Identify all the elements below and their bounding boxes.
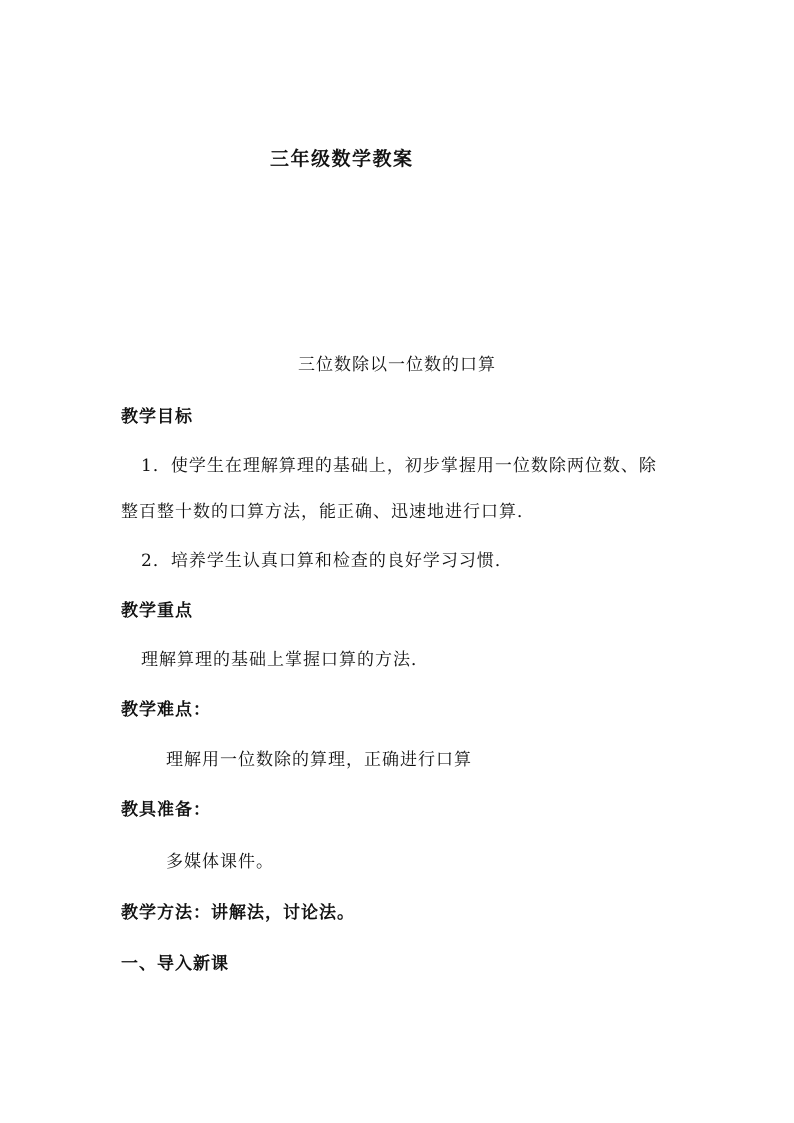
objective-1-line-1: 1．使学生在理解算理的基础上，初步掌握用一位数除两位数、除 <box>141 456 657 476</box>
lesson-title: 三位数除以一位数的口算 <box>298 355 496 375</box>
difficulties-heading: 教学难点： <box>121 700 211 720</box>
key-points-heading: 教学重点 <box>121 601 193 621</box>
objectives-heading: 教学目标 <box>121 407 193 427</box>
materials-text: 多媒体课件。 <box>166 852 274 872</box>
methods-line: 教学方法：讲解法，讨论法。 <box>121 903 355 923</box>
objective-2: 2．培养学生认真口算和检查的良好学习习惯． <box>141 551 513 571</box>
document-title: 三年级数学教案 <box>270 148 414 170</box>
part-one-heading: 一、导入新课 <box>121 954 229 974</box>
difficulties-text: 理解用一位数除的算理，正确进行口算 <box>166 750 472 770</box>
key-points-text: 理解算理的基础上掌握口算的方法． <box>141 650 429 670</box>
materials-heading: 教具准备： <box>121 800 211 820</box>
objective-1-line-2: 整百整十数的口算方法，能正确、迅速地进行口算． <box>121 502 535 522</box>
